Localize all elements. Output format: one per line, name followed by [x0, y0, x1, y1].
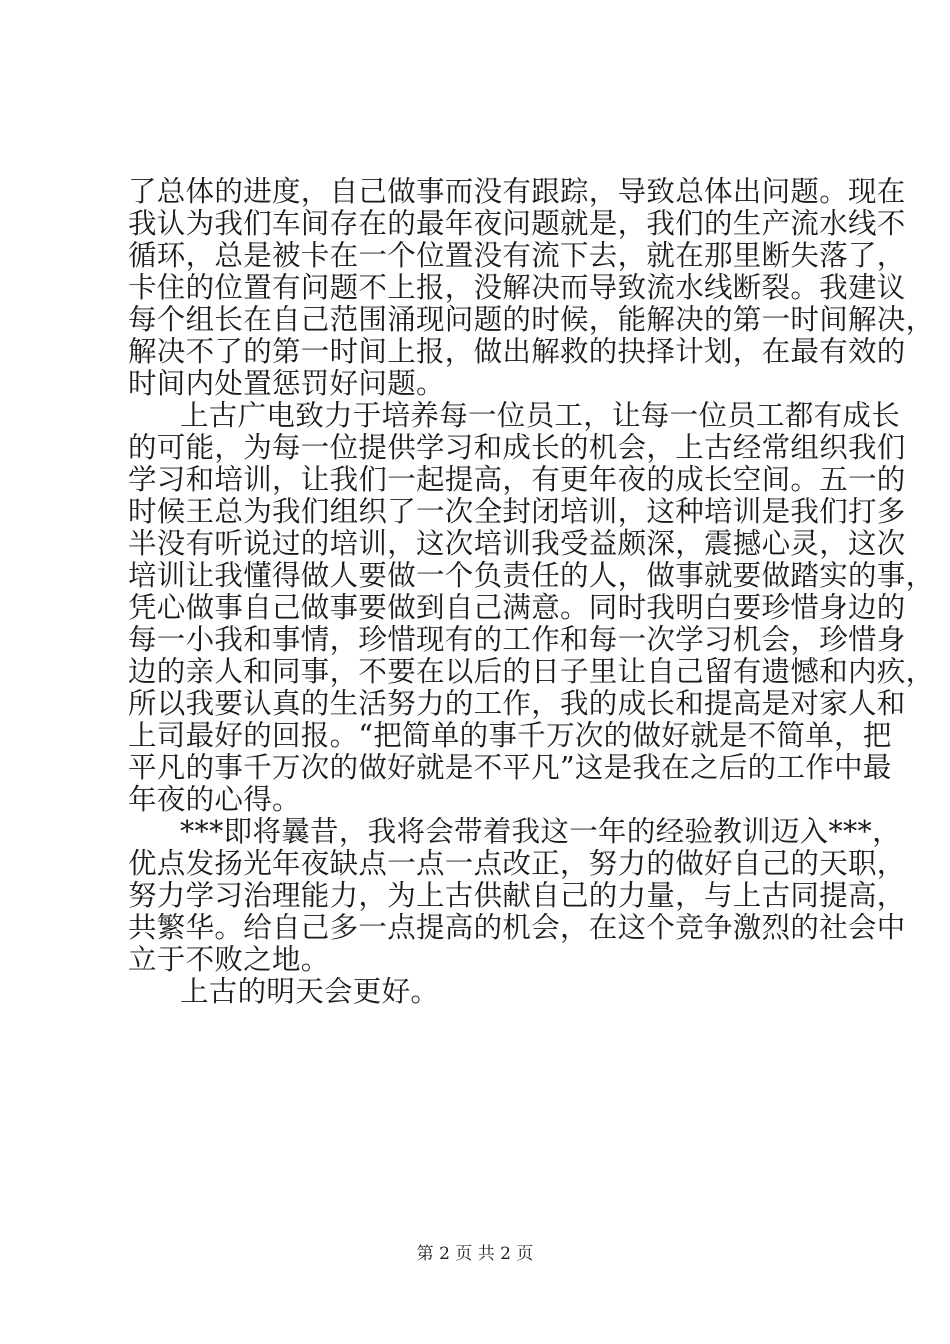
text-line: 时候王总为我们组织了一次全封闭培训，这种培训是我们打多	[128, 495, 906, 528]
text-line: 每个组长在自己范围涌现问题的时候，能解决的第一时间解决，	[128, 303, 935, 336]
text-line: 年夜的心得。	[128, 783, 301, 816]
text-line: 培训让我懂得做人要做一个负责任的人，做事就要做踏实的事，	[128, 559, 935, 592]
text-line: 我认为我们车间存在的最年夜问题就是，我们的生产流水线不	[128, 207, 906, 240]
text-line: 凭心做事自己做事要做到自己满意。同时我明白要珍惜身边的	[128, 591, 906, 624]
text-line: 了总体的进度，自己做事而没有跟踪，导致总体出问题。现在	[128, 175, 906, 208]
text-line: 每一小我和事情，珍惜现有的工作和每一次学习机会，珍惜身	[128, 623, 906, 656]
page-footer	[0, 1243, 950, 1265]
paragraph-1	[128, 175, 935, 400]
text-line: 立于不败之地。	[128, 943, 330, 976]
text-line: 半没有听说过的培训，这次培训我受益颇深，震撼心灵，这次	[128, 527, 906, 560]
text-line: 平凡的事千万次的做好就是不平凡”这是我在之后的工作中最	[128, 751, 892, 784]
text-line: 边的亲人和同事，不要在以后的日子里让自己留有遗憾和内疚，	[128, 655, 935, 688]
text-line: ***即将曩昔，我将会带着我这一年的经验教训迈入***，	[180, 815, 901, 848]
text-line: 循环，总是被卡在一个位置没有流下去，就在那里断失落了，	[128, 239, 906, 272]
text-line: 所以我要认真的生活努力的工作，我的成长和提高是对家人和	[128, 687, 906, 720]
text-line: 努力学习治理能力，为上古供献自己的力量，与上古同提高，	[128, 879, 906, 912]
paragraph-4	[128, 976, 844, 1008]
text-line: 上古广电致力于培养每一位员工，让每一位员工都有成长	[180, 399, 901, 432]
paragraph-3	[128, 815, 906, 976]
text-line: 上古的明天会更好。	[180, 975, 440, 1008]
text-line: 学习和培训，让我们一起提高，有更年夜的成长空间。五一的	[128, 463, 906, 496]
text-line: 时间内处置惩罚好问题。	[128, 367, 445, 400]
document-body	[128, 175, 935, 1008]
text-line: 解决不了的第一时间上报，做出解救的抉择计划，在最有效的	[128, 335, 906, 368]
page-number-label: 第 2 页 共 2 页	[416, 1244, 534, 1264]
text-line: 卡住的位置有问题不上报，没解决而导致流水线断裂。我建议	[128, 271, 906, 304]
text-line: 的可能，为每一位提供学习和成长的机会，上古经常组织我们	[128, 431, 906, 464]
paragraph-2	[128, 399, 935, 816]
text-line: 共繁华。给自己多一点提高的机会，在这个竞争激烈的社会中	[128, 911, 906, 944]
text-line: 优点发扬光年夜缺点一点一点改正，努力的做好自己的天职，	[128, 847, 906, 880]
text-line: 上司最好的回报。“把简单的事千万次的做好就是不简单，把	[128, 719, 892, 752]
